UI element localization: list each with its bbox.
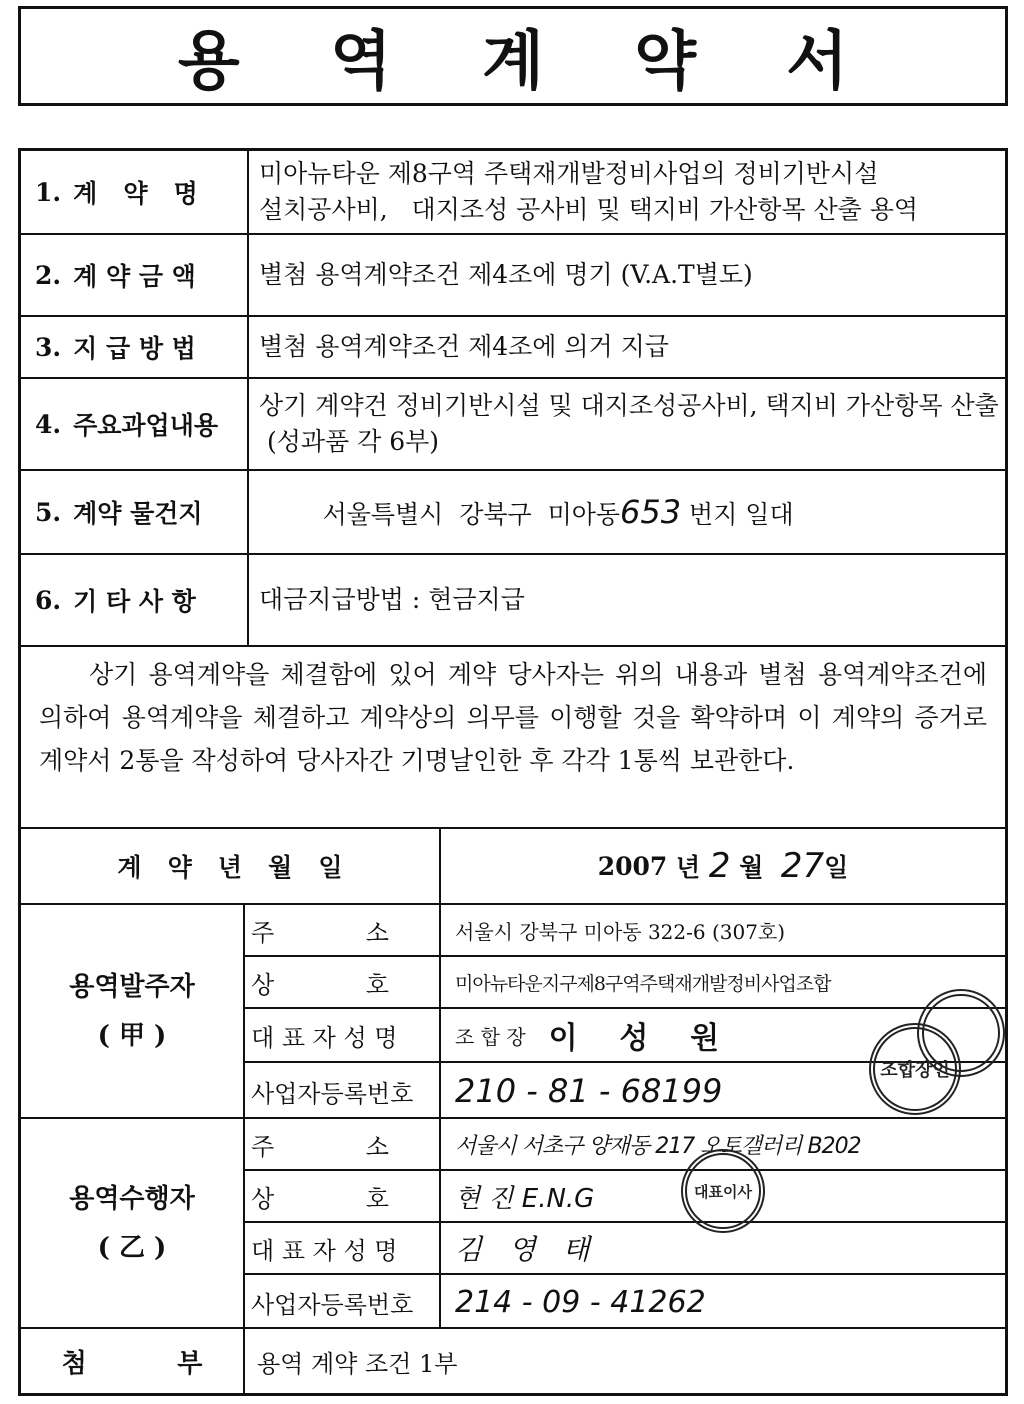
- row-contract-name: [21, 151, 1005, 235]
- row-label: 1. 계 약 명: [21, 151, 249, 233]
- client-registration-number: 210 - 81 - 68199: [455, 1072, 723, 1110]
- client-representative: 조 합 장 이 성 원: [441, 1009, 1005, 1063]
- client-company: 미아뉴타운지구제8구역주택재개발정비사업조합: [441, 957, 1005, 1009]
- contractor-company: 현 진 E.N.G: [441, 1171, 1005, 1223]
- row-value: 미아뉴타운 제8구역 주택재개발정비사업의 정비기반시설 설치공사비, 대지조성 공사비 및 택지비 가산항목 산출 용역: [259, 158, 919, 224]
- client-rep-label: 대 표 자 성 명: [245, 1009, 441, 1063]
- row-payment-method: [21, 317, 1005, 379]
- contractor-registration-number: 214 - 09 - 41262: [455, 1284, 706, 1320]
- client-union-seal: [917, 989, 1005, 1077]
- date-label: 계 약 년 월 일: [21, 829, 441, 903]
- row-label: 4. 주요과업내용: [21, 379, 249, 469]
- row-label: 2. 계 약 금 액: [21, 235, 249, 315]
- client-seal: 조합장인: [869, 1023, 961, 1115]
- contractor-reg-label: 사업자등록번호: [245, 1275, 441, 1329]
- row-other-matters: [21, 555, 1005, 647]
- row-contract-date: [21, 829, 1005, 905]
- attachment-value: 용역 계약 조건 1부: [257, 1349, 458, 1378]
- contractor-rep-label: 대 표 자 성 명: [245, 1223, 441, 1275]
- row-label: 6. 기 타 사 항: [21, 555, 249, 645]
- row-attachment: [21, 1329, 1005, 1393]
- contractor-representative: 김 영 태: [441, 1223, 1005, 1275]
- client-company-label: 상 호: [245, 957, 441, 1009]
- contractor-address: 서울시 서초구 양재동 217 오토갤러리 B202: [441, 1119, 1005, 1171]
- row-value: 별첨 용역계약조건 제4조에 의거 지급: [259, 331, 669, 361]
- row-value: 상기 계약건 정비기반시설 및 대지조성공사비, 택지비 가산항목 산출 (성과품 각 6부): [259, 390, 999, 456]
- contractor-seal: 대표이사: [681, 1149, 765, 1233]
- title-box: [18, 6, 1008, 106]
- date-value: 2007 년 2 월 27 일: [597, 846, 849, 886]
- row-property-location: [21, 471, 1005, 555]
- contract-table: [18, 148, 1008, 1396]
- agreement-paragraph: [21, 647, 1005, 829]
- client-address-label: 주 소: [245, 905, 441, 957]
- row-contract-amount: [21, 235, 1005, 317]
- client-block: [21, 905, 1005, 1119]
- client-label: 용역발주자 ( 甲 ): [21, 905, 245, 1119]
- row-label: 5. 계약 물건지: [21, 471, 249, 553]
- contractor-block: [21, 1119, 1005, 1329]
- handwritten-lot-number: 653: [620, 492, 682, 531]
- contractor-company-label: 상 호: [245, 1171, 441, 1223]
- client-address: 서울시 강북구 미아동 322-6 (307호): [441, 905, 1005, 957]
- row-value: 별첨 용역계약조건 제4조에 명기 (V.A.T별도): [259, 259, 753, 289]
- row-value: 대금지급방법 : 현금지급: [259, 584, 525, 614]
- client-reg-label: 사업자등록번호: [245, 1063, 441, 1119]
- contractor-address-label: 주 소: [245, 1119, 441, 1171]
- row-value: 서울특별시 강북구 미아동653 번지 일대: [322, 492, 794, 531]
- attachment-label: 첨 부: [21, 1329, 245, 1393]
- paragraph-text: 상기 용역계약을 체결함에 있어 계약 당사자는 위의 내용과 별첨 용역계약조건에 의하여 용역계약을 체결하고 계약상의 의무를 이행할 것을 확약하며 이 계약의 증거로 계약서 2통을 작성하여 당사자간 기명날인한 후 각각 1통씩 보관한다.: [39, 660, 987, 775]
- row-label: 3. 지 급 방 법: [21, 317, 249, 377]
- document-title: 용 역 계 약 서: [177, 25, 883, 99]
- contractor-label: 용역수행자 ( 乙 ): [21, 1119, 245, 1329]
